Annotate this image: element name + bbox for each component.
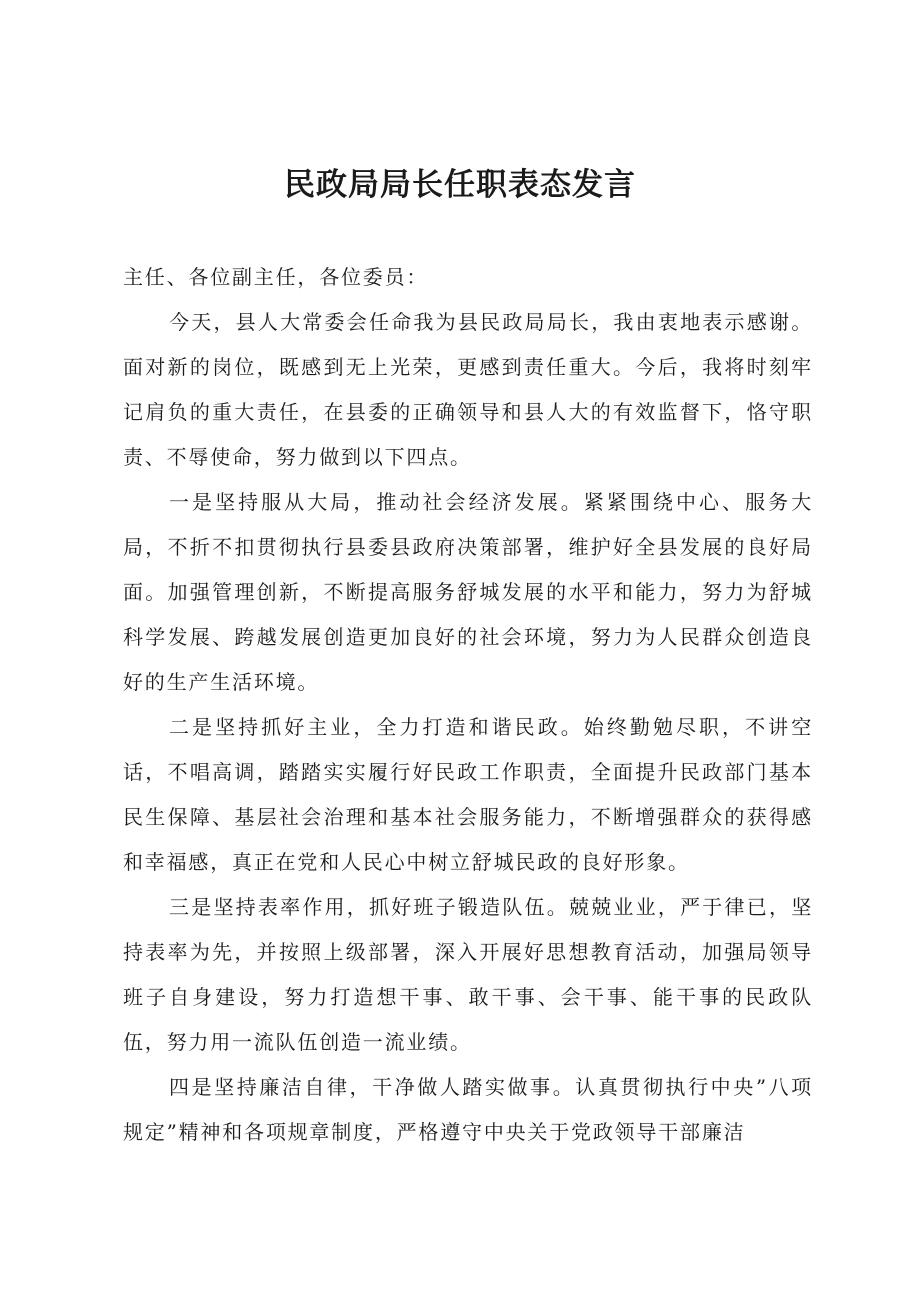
document-title: 民政局局长任职表态发言: [284, 167, 636, 203]
paragraph-point-1: 一是坚持服从大局，推动社会经济发展。紧紧围绕中心、服务大局，不折不扣贯彻执行县委县政府决策部署，维护好全县发展的良好局面。加强管理创新，不断提高服务舒城发展的水平和能力，努力为舒城科学发展、跨越发展创造更加良好的社会环境，努力为人民群众创造良好的生产生活环境。: [123, 490, 813, 694]
document-body: [123, 255, 813, 1155]
paragraph-point-3: 三是坚持表率作用，抓好班子锻造队伍。兢兢业业，严于律已，坚持表率为先，并按照上级部署，深入开展好思想教育活动，加强局领导班子自身建设，努力打造想干事、敢干事、会干事、能干事的民政队伍，努力用一流队伍创造一流业绩。: [123, 895, 813, 1054]
salutation: 主任、各位副主任，各位委员：: [123, 265, 429, 289]
paragraph-intro: 今天，县人大常委会任命我为县民政局局长，我由衷地表示感谢。面对新的岗位，既感到无上光荣，更感到责任重大。今后，我将时刻牢记肩负的重大责任，在县委的正确领导和县人大的有效监督下，恪守职责、不辱使命，努力做到以下四点。: [123, 310, 813, 469]
paragraph-point-4: 四是坚持廉洁自律，干净做人踏实做事。认真贯彻执行中央”八项规定”精神和各项规章制度，严格遵守中央关于党政领导干部廉洁: [123, 1075, 813, 1144]
paragraph-point-2: 二是坚持抓好主业，全力打造和谐民政。始终勤勉尽职，不讲空话，不唱高调，踏踏实实履行好民政工作职责，全面提升民政部门基本民生保障、基层社会治理和基本社会服务能力，不断增强群众的获得感和幸福感，真正在党和人民心中树立舒城民政的良好形象。: [123, 715, 813, 874]
